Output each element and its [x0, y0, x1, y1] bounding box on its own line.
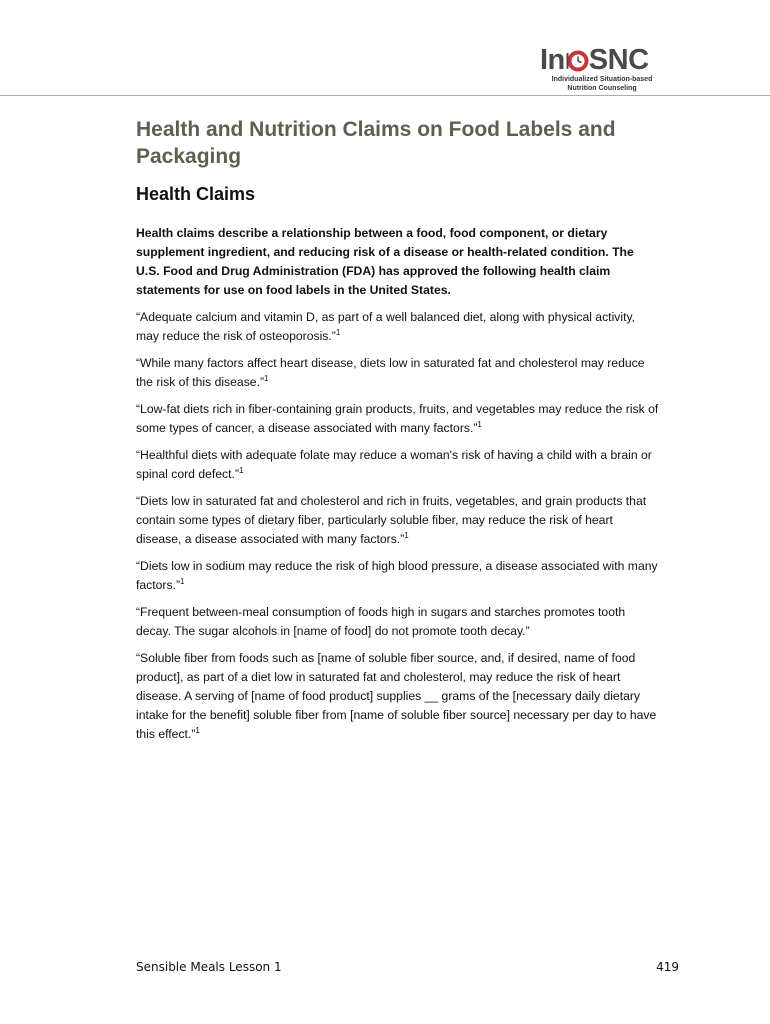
footnote-ref: 1 — [477, 420, 482, 429]
footnote-ref: 1 — [404, 531, 409, 540]
footnote-ref: 1 — [335, 328, 341, 337]
claim-text: “Low-fat diets rich in fiber-containing grain products, fruits, and vegetables may reduce the risk of some types of cancer, a disease associated with many factors.” — [136, 402, 659, 435]
clock-plate-icon — [566, 49, 590, 73]
footer-lesson-label: Sensible Meals Lesson 1 — [136, 960, 282, 974]
footnote-ref: 1 — [238, 466, 244, 475]
logo-tagline-line2: Nutrition Counseling — [567, 85, 637, 92]
logo-brand-prefix: In — [540, 44, 565, 76]
logo-tagline — [544, 75, 660, 93]
section-heading: Health Claims — [136, 184, 256, 204]
health-claim — [136, 400, 660, 438]
footnote-ref: 1 — [264, 374, 269, 383]
document-body — [136, 116, 660, 744]
claim-text: “Diets low in saturated fat and cholesterol and rich in fruits, vegetables, and grain products that contain some types of dietary fiber, particularly soluble fiber, may reduce the risk of heart disease, a disease associated with many factors.” — [136, 494, 647, 546]
logo-wordmark — [540, 44, 649, 76]
health-claim — [136, 557, 660, 595]
claim-text: “Healthful diets with adequate folate may reduce a woman's risk of having a child with a brain or spinal cord defect.” — [136, 448, 652, 481]
claim-text: “Soluble fiber from foods such as [name of soluble fiber source, and, if desired, name of food product], as part of a diet low in saturated fat and cholesterol, may reduce the risk of heart disease. A serving of [name of food product] supplies __ grams of the [necessary daily dietary intake for the benefit] soluble fiber from [name of soluble fiber source] necessary per day to have this effect.” — [136, 651, 657, 741]
footnote-ref: 1 — [195, 726, 200, 735]
logo-brand-suffix: SNC — [588, 44, 649, 76]
claim-text: “While many factors affect heart disease, diets low in saturated fat and cholesterol may reduce the risk of this disease.” — [136, 356, 645, 389]
logo-tagline-line1: Individualized Situation-based — [551, 76, 653, 83]
insnc-logo — [536, 44, 666, 92]
health-claim — [136, 308, 660, 346]
document-title: Health and Nutrition Claims on Food Labels and Packaging — [136, 118, 616, 168]
claim-text: “Adequate calcium and vitamin D, as part of a well balanced diet, along with physical activity, may reduce the risk of osteoporosis.” — [136, 310, 636, 343]
claim-text: “Diets low in sodium may reduce the risk of high blood pressure, a disease associated with many factors.” — [136, 559, 658, 592]
claim-text: “Frequent between-meal consumption of foods high in sugars and starches promotes tooth decay. The sugar alcohols in [name of food] do not promote tooth decay.” — [136, 605, 626, 638]
header-divider — [0, 95, 770, 96]
health-claim — [136, 492, 660, 549]
health-claim — [136, 603, 660, 641]
health-claim — [136, 649, 660, 744]
health-claim — [136, 354, 660, 392]
health-claim — [136, 446, 660, 484]
footnote-ref: 1 — [180, 577, 185, 586]
intro-paragraph: Health claims describe a relationship between a food, food component, or dietary supplement ingredient, and reducing risk of a disease or health-related condition. The U.S. Food and Drug Administration (FDA) has approved the following health claim statements for use on food labels in the United States. — [136, 226, 634, 297]
page-number: 419 — [656, 960, 679, 974]
